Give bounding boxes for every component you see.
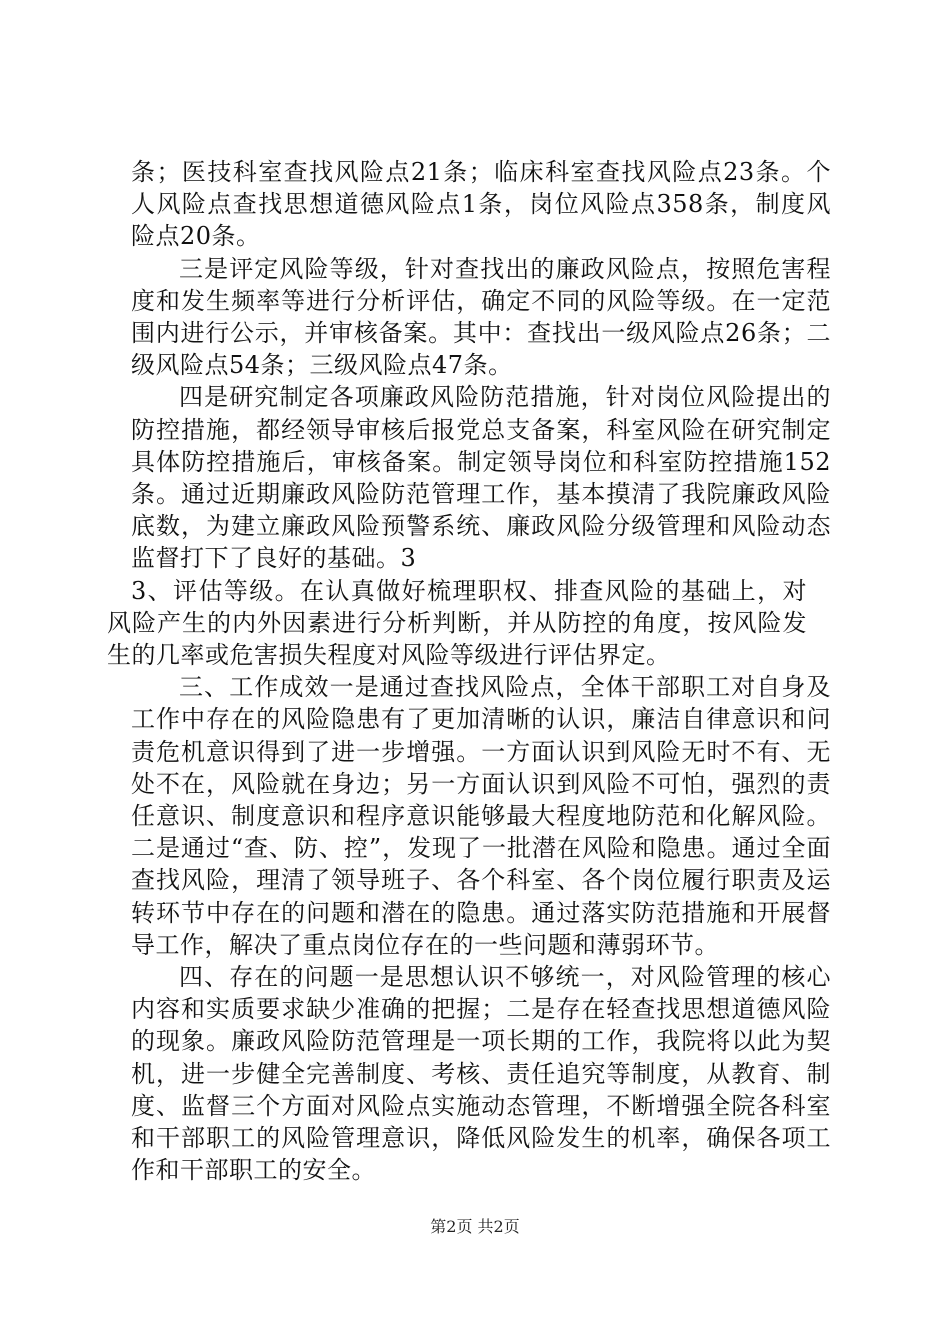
paragraph-continuation: 条；医技科室查找风险点21条；临床科室查找风险点23条。个人风险点查找思想道德风险点1条，岗位风险点358条，制度风险点20条。 bbox=[131, 158, 831, 251]
paragraph-assessment-level: 3、评估等级。在认真做好梳理职权、排查风险的基础上，对风险产生的内外因素进行分析判断，并从防控的角度，按风险发生的几率或危害损失程度对风险等级进行评估界定。 bbox=[107, 576, 807, 670]
document-body bbox=[107, 156, 831, 1187]
page-footer: 第2页 共2页 bbox=[430, 1217, 520, 1236]
paragraph-work-results: 三、工作成效一是通过查找风险点，全体干部职工对自身及工作中存在的风险隐患有了更加清晰的认识，廉洁自律意识和问责危机意识得到了进一步增强。一方面认识到风险无时不有、无处不在，风险就在身边；另一方面认识到风险不可怕，强烈的责任意识、制度意识和程序意识能够最大程度地防范和化解风险。二是通过“查、防、控”，发现了一批潜在风险和隐患。通过全面查找风险，理清了领导班子、各个科室、各个岗位履行职责及运转环节中存在的问题和潜在的隐患。通过落实防范措施和开展督导工作，解决了重点岗位存在的一些问题和薄弱环节。 bbox=[131, 673, 831, 959]
paragraph-prevention-measures: 四是研究制定各项廉政风险防范措施，针对岗位风险提出的防控措施，都经领导审核后报党总支备案，科室风险在研究制定具体防控措施后，审核备案。制定领导岗位和科室防控措施152条。通过近期廉政风险防范管理工作，基本摸清了我院廉政风险底数，为建立廉政风险预警系统、廉政风险分级管理和风险动态监督打下了良好的基础。3 bbox=[131, 383, 831, 573]
paragraph-risk-grading: 三是评定风险等级，针对查找出的廉政风险点，按照危害程度和发生频率等进行分析评估，确定不同的风险等级。在一定范围内进行公示，并审核备案。其中：查找出一级风险点26条；二级风险点54条；三级风险点47条。 bbox=[131, 254, 831, 380]
paragraph-existing-problems: 四、存在的问题一是思想认识不够统一，对风险管理的核心内容和实质要求缺少准确的把握；二是存在轻查找思想道德风险的现象。廉政风险防范管理是一项长期的工作，我院将以此为契机，进一步健全完善制度、考核、责任追究等制度，从教育、制度、监督三个方面对风险点实施动态管理，不断增强全院各科室和干部职工的风险管理意识，降低风险发生的机率，确保各项工作和干部职工的安全。 bbox=[131, 963, 831, 1185]
